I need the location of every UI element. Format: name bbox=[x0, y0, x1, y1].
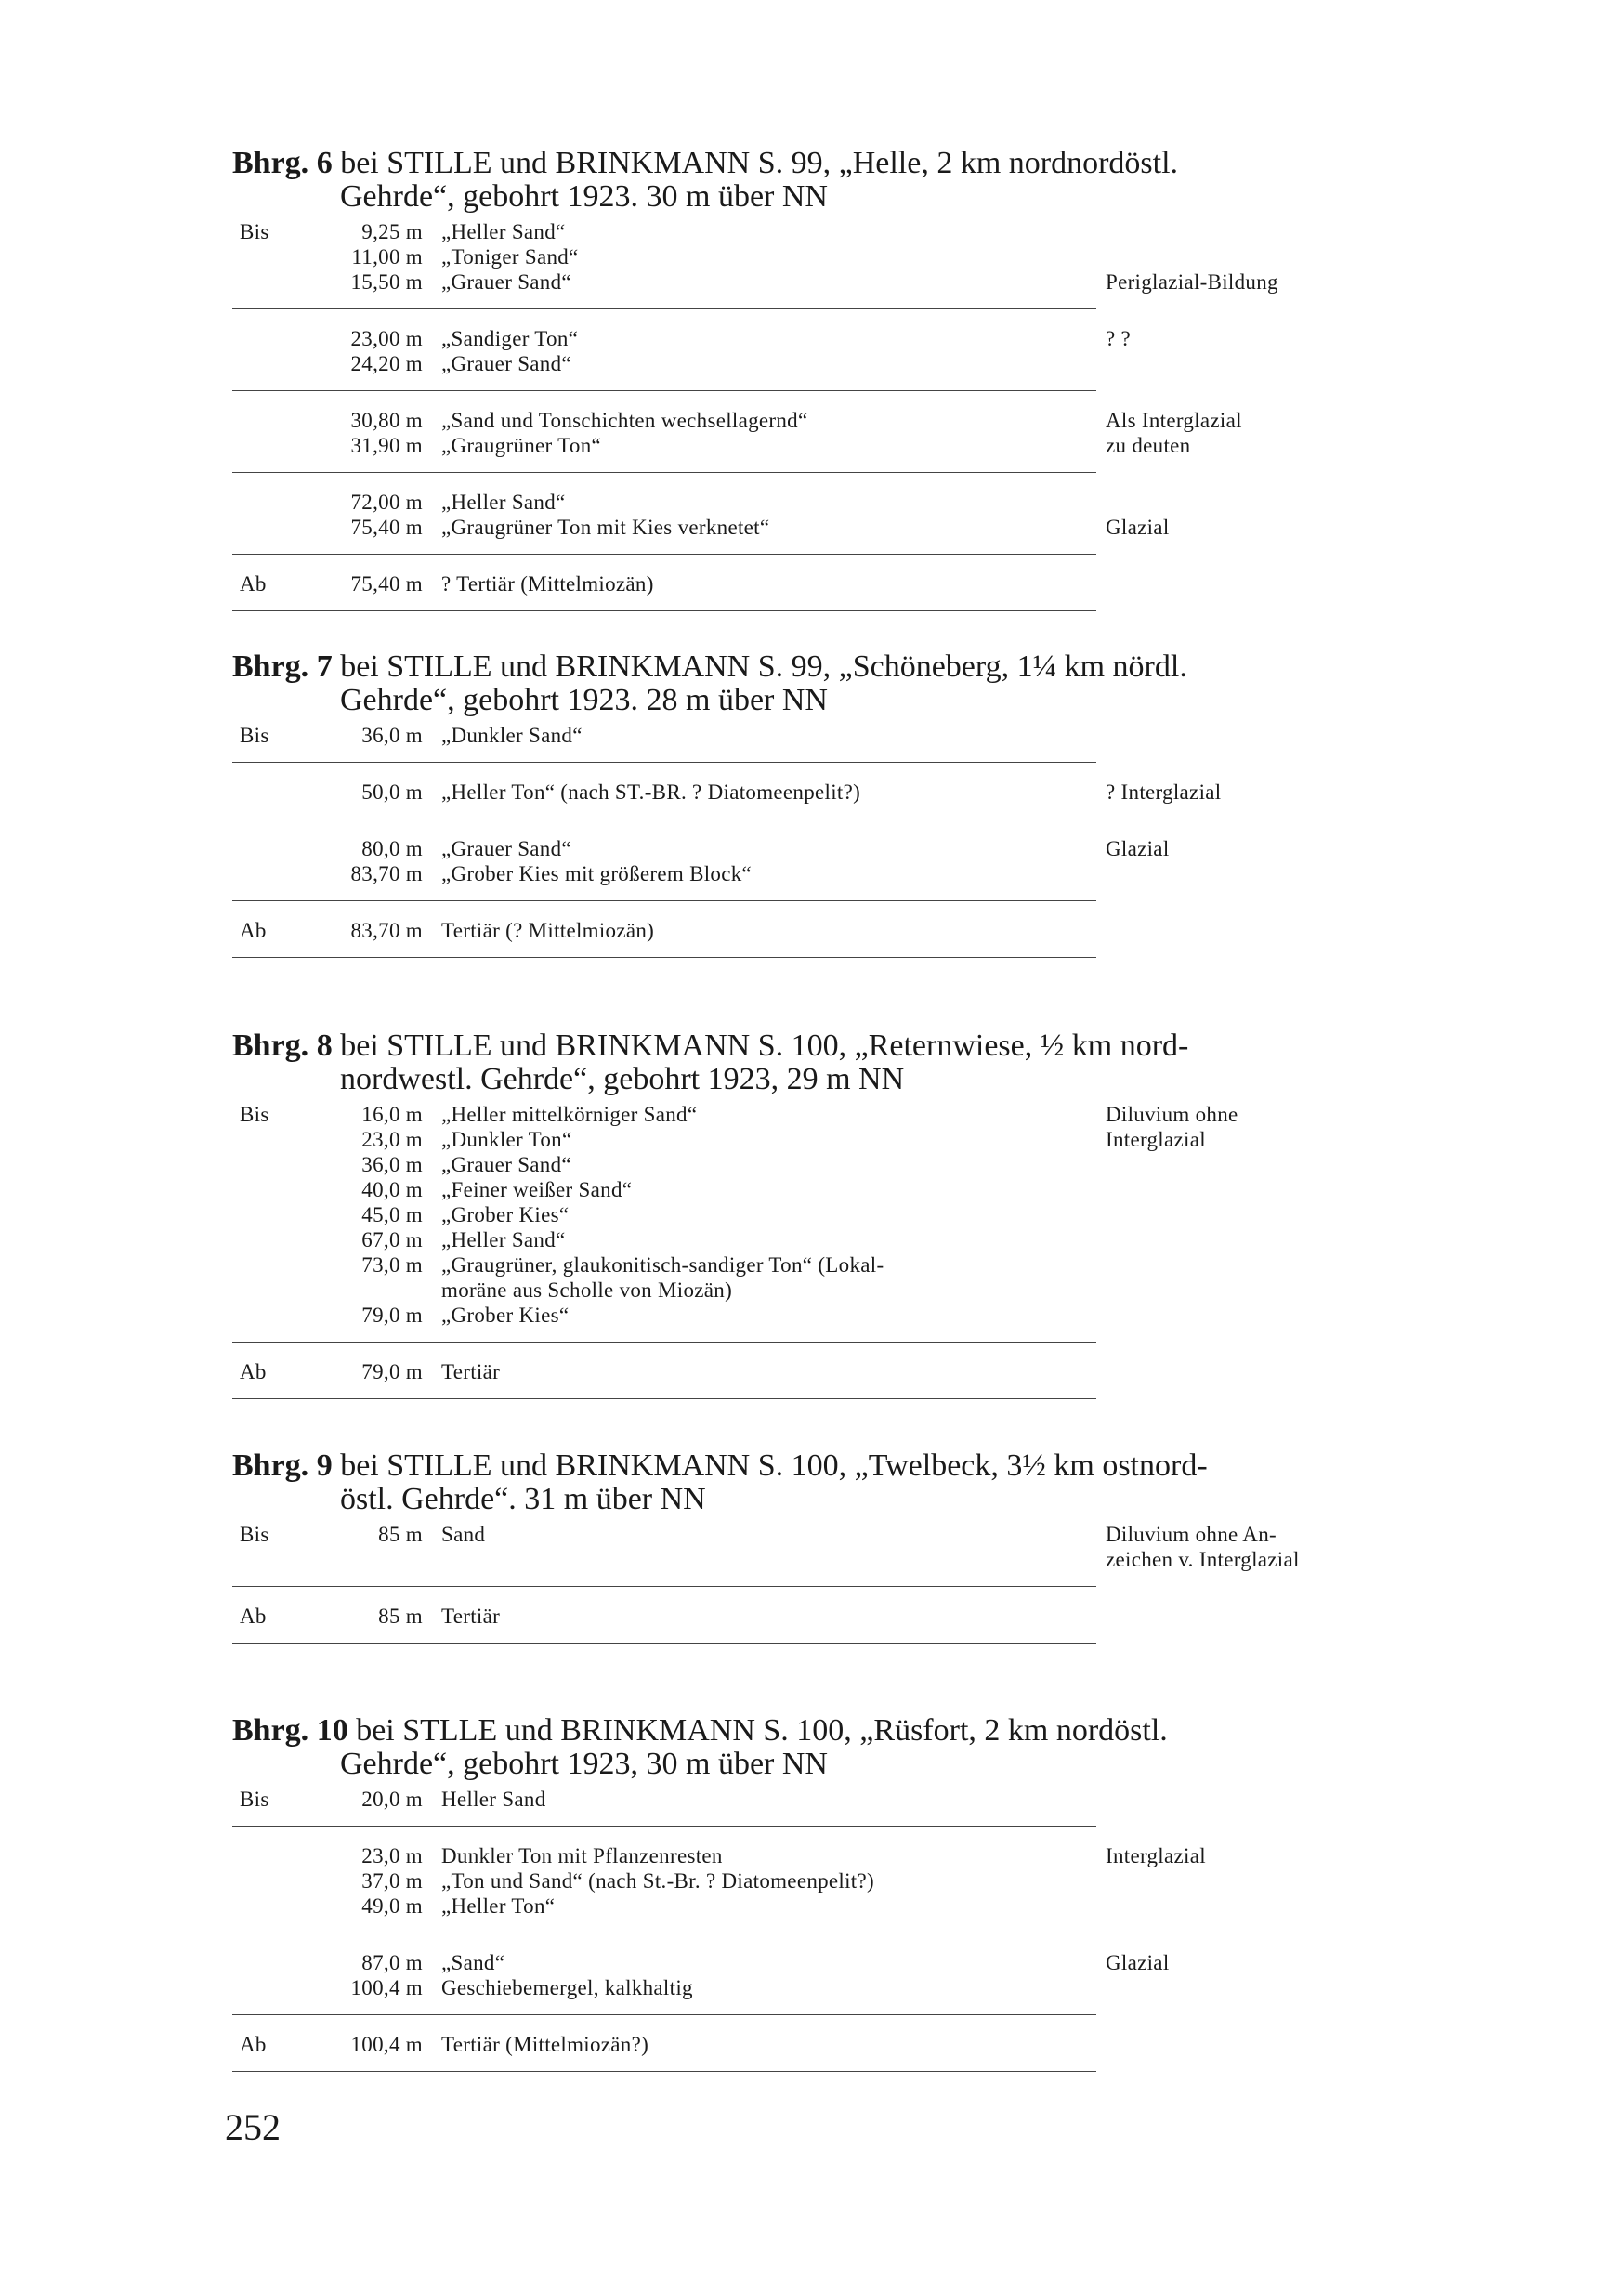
layer-depth: 100,4 m bbox=[350, 2033, 423, 2056]
section-divider bbox=[232, 1398, 1096, 1399]
layer-depth: 36,0 m bbox=[361, 724, 423, 747]
section-divider bbox=[232, 1342, 1096, 1343]
layer-description: Heller Sand bbox=[441, 1788, 546, 1811]
layer-depth: 67,0 m bbox=[361, 1228, 423, 1251]
borehole-number: 8 bbox=[316, 1029, 333, 1063]
heading-line-2: Gehrde“, gebohrt 1923. 28 m über NN bbox=[340, 683, 828, 717]
layer-depth: 16,0 m bbox=[361, 1103, 423, 1126]
layer-depth: 79,0 m bbox=[361, 1360, 423, 1383]
heading-line-1: bei STILLE und BRINKMANN S. 99, „Helle, 2 km nordnordöstl. bbox=[332, 146, 1179, 180]
layer-row bbox=[232, 269, 1403, 295]
layer-description: „Heller Ton“ bbox=[441, 1894, 556, 1918]
borehole-block bbox=[232, 1029, 1403, 1416]
row-prefix: Ab bbox=[240, 1605, 267, 1628]
layer-row bbox=[232, 1252, 1403, 1278]
borehole-label: Bhrg. bbox=[232, 1713, 309, 1748]
heading-line-2: Gehrde“, gebohrt 1923. 30 m über NN bbox=[340, 179, 828, 214]
layer-description: „Grauer Sand“ bbox=[441, 270, 571, 294]
layer-row bbox=[232, 2032, 1403, 2057]
layer-row bbox=[232, 1227, 1403, 1252]
layer-row bbox=[232, 1102, 1403, 1127]
borehole-number: 6 bbox=[316, 146, 333, 180]
layer-description: „Grauer Sand“ bbox=[441, 837, 571, 860]
layer-row bbox=[232, 433, 1403, 458]
layer-row bbox=[232, 836, 1403, 861]
layer-table bbox=[232, 219, 1403, 611]
layer-depth: 100,4 m bbox=[350, 1976, 423, 1999]
layer-depth: 37,0 m bbox=[361, 1869, 423, 1893]
layer-description: „Grauer Sand“ bbox=[441, 1153, 571, 1176]
layer-depth: 85 m bbox=[378, 1605, 423, 1628]
page-number: 252 bbox=[225, 2106, 281, 2148]
layer-depth: 75,40 m bbox=[350, 572, 423, 596]
layer-depth: 79,0 m bbox=[361, 1304, 423, 1327]
borehole-block bbox=[232, 650, 1403, 975]
section-divider bbox=[232, 2071, 1096, 2072]
section-divider bbox=[232, 762, 1096, 763]
layer-depth: 75,40 m bbox=[350, 516, 423, 539]
layer-description: „Heller mittelkörniger Sand“ bbox=[441, 1103, 698, 1126]
layer-row bbox=[232, 515, 1403, 540]
layer-row bbox=[232, 723, 1403, 748]
layer-row bbox=[232, 1843, 1403, 1868]
borehole-heading bbox=[232, 1714, 1403, 1781]
layer-description: „Grober Kies“ bbox=[441, 1203, 570, 1226]
layer-description: „Graugrüner, glaukonitisch-sandiger Ton“ (Lokal- bbox=[441, 1253, 884, 1277]
layer-row bbox=[232, 1278, 1403, 1303]
layer-depth: 20,0 m bbox=[361, 1788, 423, 1811]
layer-row bbox=[232, 780, 1403, 805]
heading-line-1: bei STLLE und BRINKMANN S. 100, „Rüsfort, 2 km nordöstl. bbox=[347, 1713, 1168, 1748]
layer-row bbox=[232, 1152, 1403, 1177]
layer-table bbox=[232, 1787, 1403, 2072]
borehole-heading bbox=[232, 1029, 1403, 1096]
layer-row bbox=[232, 861, 1403, 886]
layer-depth: 23,00 m bbox=[350, 327, 423, 350]
layer-depth: 40,0 m bbox=[361, 1178, 423, 1201]
layer-description: „Sand und Tonschichten wechsellagernd“ bbox=[441, 409, 808, 432]
layer-description: „Sand“ bbox=[441, 1951, 505, 1974]
layer-row bbox=[232, 1950, 1403, 1975]
layer-description: Tertiär bbox=[441, 1605, 501, 1628]
borehole-block bbox=[232, 147, 1403, 628]
layer-depth: 80,0 m bbox=[361, 837, 423, 860]
layer-description: Tertiär (? Mittelmiozän) bbox=[441, 919, 655, 942]
layer-depth: 83,70 m bbox=[350, 919, 423, 942]
section-divider bbox=[232, 1826, 1096, 1827]
row-prefix: Bis bbox=[240, 724, 269, 747]
section-divider bbox=[232, 900, 1096, 901]
section-divider bbox=[232, 610, 1096, 611]
section-divider bbox=[232, 554, 1096, 555]
layer-description: „Dunkler Ton“ bbox=[441, 1128, 572, 1151]
layer-row bbox=[232, 571, 1403, 596]
layer-row bbox=[232, 1893, 1403, 1919]
section-divider bbox=[232, 390, 1096, 391]
layer-depth: 36,0 m bbox=[361, 1153, 423, 1176]
layer-description: „Ton und Sand“ (nach St.-Br. ? Diatomeenpelit?) bbox=[441, 1869, 874, 1893]
row-prefix: Bis bbox=[240, 1788, 269, 1811]
layer-classification: Interglazial bbox=[1106, 1128, 1206, 1151]
layer-depth: 45,0 m bbox=[361, 1203, 423, 1226]
layer-row bbox=[232, 1127, 1403, 1152]
layer-depth: 72,00 m bbox=[350, 491, 423, 514]
row-prefix: Ab bbox=[240, 572, 267, 596]
layer-description: „Grober Kies“ bbox=[441, 1304, 570, 1327]
layer-depth: 9,25 m bbox=[361, 220, 423, 243]
layer-depth: 31,90 m bbox=[350, 434, 423, 457]
layer-row bbox=[232, 1547, 1403, 1572]
layer-classification: Diluvium ohne bbox=[1106, 1103, 1238, 1126]
layer-row bbox=[232, 1359, 1403, 1384]
layer-depth: 24,20 m bbox=[350, 352, 423, 375]
borehole-block bbox=[232, 1714, 1403, 2089]
layer-classification: Periglazial-Bildung bbox=[1106, 270, 1278, 294]
layer-classification: Diluvium ohne An- bbox=[1106, 1523, 1277, 1546]
layer-description: „Graugrüner Ton“ bbox=[441, 434, 601, 457]
section-divider bbox=[232, 2014, 1096, 2015]
layer-row bbox=[232, 1177, 1403, 1202]
heading-line-2: nordwestl. Gehrde“, gebohrt 1923, 29 m NN bbox=[340, 1062, 905, 1096]
layer-row bbox=[232, 1868, 1403, 1893]
borehole-number: 7 bbox=[316, 649, 333, 684]
layer-classification: Glazial bbox=[1106, 516, 1170, 539]
borehole-label: Bhrg. bbox=[232, 146, 309, 180]
layer-row bbox=[232, 326, 1403, 351]
section-divider bbox=[232, 957, 1096, 958]
layer-classification: Als Interglazial bbox=[1106, 409, 1242, 432]
layer-row bbox=[232, 1975, 1403, 2000]
layer-description: Geschiebemergel, kalkhaltig bbox=[441, 1976, 693, 1999]
layer-row bbox=[232, 1303, 1403, 1328]
layer-depth: 50,0 m bbox=[361, 780, 423, 804]
layer-description: Dunkler Ton mit Pflanzenresten bbox=[441, 1844, 723, 1867]
layer-classification: Glazial bbox=[1106, 1951, 1170, 1974]
borehole-number: 9 bbox=[316, 1448, 333, 1483]
layer-description: moräne aus Scholle von Miozän) bbox=[441, 1278, 733, 1302]
layer-table bbox=[232, 1522, 1403, 1644]
layer-depth: 73,0 m bbox=[361, 1253, 423, 1277]
layer-description: „Feiner weißer Sand“ bbox=[441, 1178, 633, 1201]
borehole-label: Bhrg. bbox=[232, 1448, 309, 1483]
layer-description: Tertiär (Mittelmiozän?) bbox=[441, 2033, 649, 2056]
layer-depth: 23,0 m bbox=[361, 1128, 423, 1151]
layer-description: „Heller Sand“ bbox=[441, 491, 566, 514]
layer-row bbox=[232, 219, 1403, 244]
row-prefix: Bis bbox=[240, 220, 269, 243]
borehole-label: Bhrg. bbox=[232, 1029, 309, 1063]
layer-description: „Grober Kies mit größerem Block“ bbox=[441, 862, 753, 885]
layer-row bbox=[232, 408, 1403, 433]
borehole-heading bbox=[232, 650, 1403, 717]
layer-description: „Dunkler Sand“ bbox=[441, 724, 583, 747]
heading-line-2: Gehrde“, gebohrt 1923, 30 m über NN bbox=[340, 1747, 828, 1781]
section-divider bbox=[232, 308, 1096, 309]
borehole-label: Bhrg. bbox=[232, 649, 309, 684]
row-prefix: Ab bbox=[240, 1360, 267, 1383]
layer-row bbox=[232, 1604, 1403, 1629]
layer-depth: 30,80 m bbox=[350, 409, 423, 432]
layer-description: „Grauer Sand“ bbox=[441, 352, 571, 375]
layer-row bbox=[232, 1787, 1403, 1812]
layer-depth: 11,00 m bbox=[351, 245, 423, 269]
layer-depth: 15,50 m bbox=[350, 270, 423, 294]
layer-row bbox=[232, 351, 1403, 376]
layer-description: Tertiär bbox=[441, 1360, 501, 1383]
layer-classification: ? Interglazial bbox=[1106, 780, 1222, 804]
layer-description: „Heller Ton“ (nach ST.-BR. ? Diatomeenpelit?) bbox=[441, 780, 861, 804]
borehole-heading bbox=[232, 1449, 1403, 1516]
layer-classification: zu deuten bbox=[1106, 434, 1191, 457]
layer-classification: Interglazial bbox=[1106, 1844, 1206, 1867]
section-divider bbox=[232, 1643, 1096, 1644]
layer-description: „Sandiger Ton“ bbox=[441, 327, 579, 350]
row-prefix: Bis bbox=[240, 1103, 269, 1126]
layer-classification: Glazial bbox=[1106, 837, 1170, 860]
heading-line-1: bei STILLE und BRINKMANN S. 100, „Reternwiese, ½ km nord- bbox=[332, 1029, 1189, 1063]
layer-depth: 85 m bbox=[378, 1523, 423, 1546]
borehole-block bbox=[232, 1449, 1403, 1660]
layer-row bbox=[232, 918, 1403, 943]
layer-depth: 23,0 m bbox=[361, 1844, 423, 1867]
section-divider bbox=[232, 472, 1096, 473]
layer-description: „Heller Sand“ bbox=[441, 220, 566, 243]
layer-table bbox=[232, 723, 1403, 958]
row-prefix: Ab bbox=[240, 2033, 267, 2056]
borehole-number: 10 bbox=[316, 1713, 348, 1748]
heading-line-1: bei STILLE und BRINKMANN S. 99, „Schöneberg, 1¼ km nördl. bbox=[332, 649, 1187, 684]
layer-description: „Graugrüner Ton mit Kies verknetet“ bbox=[441, 516, 770, 539]
section-divider bbox=[232, 1586, 1096, 1587]
layer-depth: 49,0 m bbox=[361, 1894, 423, 1918]
layer-row bbox=[232, 490, 1403, 515]
layer-description: „Toniger Sand“ bbox=[441, 245, 579, 269]
layer-classification: zeichen v. Interglazial bbox=[1106, 1548, 1300, 1571]
layer-description: „Heller Sand“ bbox=[441, 1228, 566, 1251]
layer-row bbox=[232, 1522, 1403, 1547]
borehole-heading bbox=[232, 147, 1403, 214]
row-prefix: Bis bbox=[240, 1523, 269, 1546]
layer-description: ? Tertiär (Mittelmiozän) bbox=[441, 572, 654, 596]
row-prefix: Ab bbox=[240, 919, 267, 942]
layer-description: Sand bbox=[441, 1523, 486, 1546]
layer-row bbox=[232, 1202, 1403, 1227]
heading-line-2: östl. Gehrde“. 31 m über NN bbox=[340, 1482, 706, 1516]
layer-row bbox=[232, 244, 1403, 269]
layer-depth: 87,0 m bbox=[361, 1951, 423, 1974]
layer-table bbox=[232, 1102, 1403, 1399]
layer-classification: ? ? bbox=[1106, 327, 1132, 350]
heading-line-1: bei STILLE und BRINKMANN S. 100, „Twelbeck, 3½ km ostnord- bbox=[332, 1448, 1208, 1483]
layer-depth: 83,70 m bbox=[350, 862, 423, 885]
